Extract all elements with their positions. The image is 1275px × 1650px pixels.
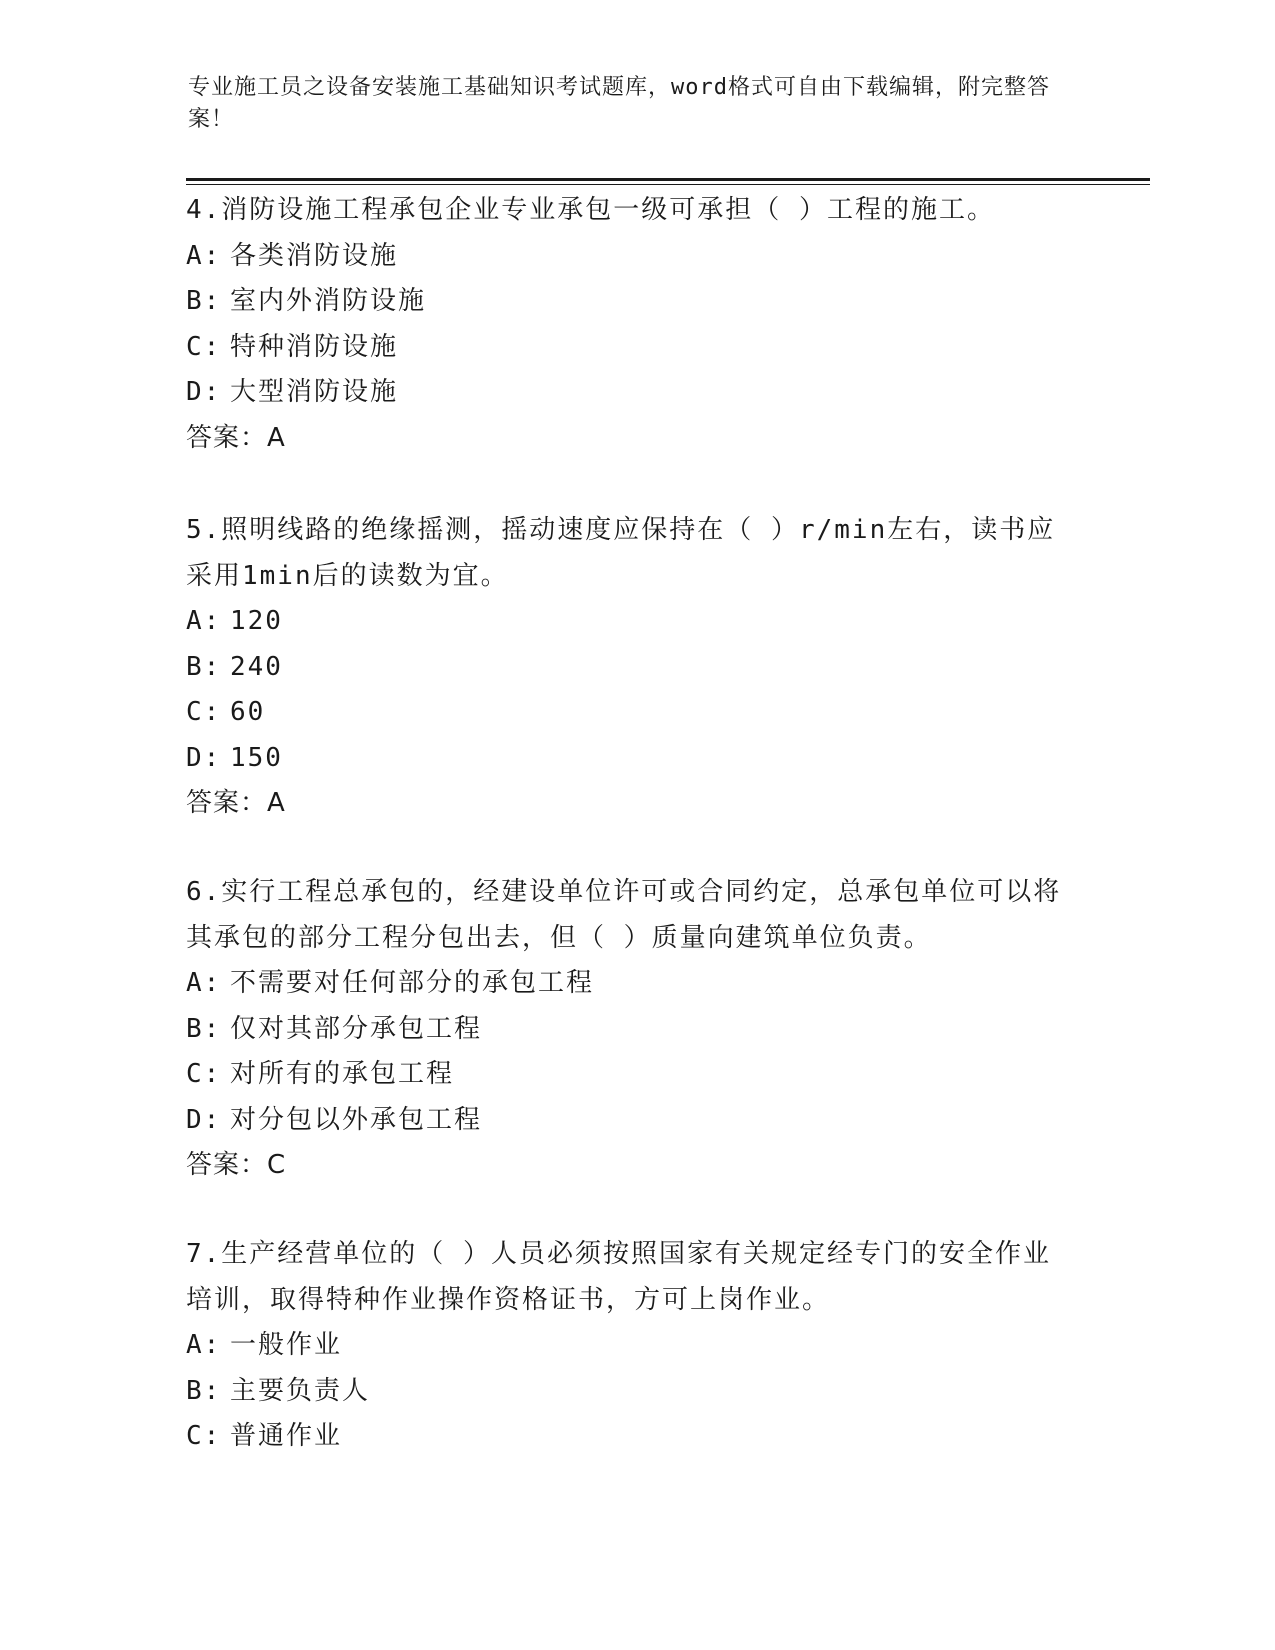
- option-letter: B:: [186, 286, 222, 316]
- option-text: 120: [230, 606, 283, 636]
- option-b: [186, 1007, 1076, 1053]
- document-header: 专业施工员之设备安装施工基础知识考试题库，word格式可自由下载编辑，附完整答案！: [188, 75, 1050, 132]
- option-text: 对所有的承包工程: [230, 1059, 455, 1089]
- option-d: [186, 370, 1076, 416]
- option-b: [186, 1369, 1076, 1415]
- option-letter: C:: [186, 1421, 222, 1451]
- option-c: [186, 1414, 1076, 1460]
- option-letter: D:: [186, 742, 222, 773]
- option-text: 普通作业: [230, 1421, 343, 1451]
- answer-label: 答案：C: [186, 1150, 287, 1180]
- option-letter: B:: [186, 1013, 222, 1044]
- option-text: 60: [230, 697, 266, 727]
- option-letter: A:: [186, 968, 222, 998]
- option-text: 大型消防设施: [230, 377, 399, 407]
- question-5: [186, 508, 1076, 827]
- option-a: [186, 234, 1076, 280]
- option-letter: A:: [186, 240, 222, 271]
- option-a: [186, 961, 1076, 1007]
- answer-label: 答案：A: [186, 788, 286, 818]
- option-text: 室内外消防设施: [230, 286, 427, 316]
- option-text: 不需要对任何部分的承包工程: [230, 968, 595, 998]
- option-c: [186, 690, 1076, 736]
- option-letter: B:: [186, 651, 222, 682]
- option-a: [186, 599, 1076, 645]
- option-c: [186, 325, 1076, 371]
- option-letter: D:: [186, 377, 222, 407]
- option-letter: D:: [186, 1104, 222, 1135]
- option-text: 特种消防设施: [230, 331, 399, 362]
- option-letter: C:: [186, 1059, 222, 1089]
- option-letter: B:: [186, 1375, 222, 1406]
- option-d: [186, 736, 1076, 782]
- option-text: 仅对其部分承包工程: [230, 1013, 483, 1044]
- option-letter: C:: [186, 697, 222, 727]
- option-d: [186, 1098, 1076, 1144]
- question-6: [186, 870, 1076, 1189]
- option-text: 主要负责人: [230, 1375, 371, 1406]
- option-text: 150: [230, 742, 283, 773]
- question-stem: 7.生产经营单位的（ ）人员必须按照国家有关规定经专门的安全作业培训，取得特种作业操作资格证书，方可上岗作业。: [186, 1239, 1051, 1315]
- question-4: [186, 188, 1076, 461]
- question-stem: 4.消防设施工程承包企业专业承包一级可承担（ ）工程的施工。: [186, 195, 995, 225]
- header-divider-thick: [186, 178, 1150, 181]
- option-text: 一般作业: [230, 1330, 343, 1360]
- option-c: [186, 1052, 1076, 1098]
- answer-label: 答案：A: [186, 422, 286, 453]
- option-text: 对分包以外承包工程: [230, 1104, 483, 1135]
- option-letter: A:: [186, 606, 222, 636]
- question-7: [186, 1232, 1076, 1460]
- option-letter: A:: [186, 1330, 222, 1360]
- option-a: [186, 1323, 1076, 1369]
- header-divider-thin: [186, 184, 1150, 185]
- option-text: 各类消防设施: [230, 240, 399, 271]
- question-stem: 6.实行工程总承包的，经建设单位许可或合同约定，总承包单位可以将其承包的部分工程分包出去，但（ ）质量向建筑单位负责。: [186, 877, 1062, 953]
- option-b: [186, 279, 1076, 325]
- option-text: 240: [230, 651, 283, 682]
- option-letter: C:: [186, 331, 222, 362]
- question-stem: 5.照明线路的绝缘摇测，摇动速度应保持在（ ）r/min左右，读书应采用1min后的读数为宜。: [186, 515, 1056, 591]
- option-b: [186, 645, 1076, 691]
